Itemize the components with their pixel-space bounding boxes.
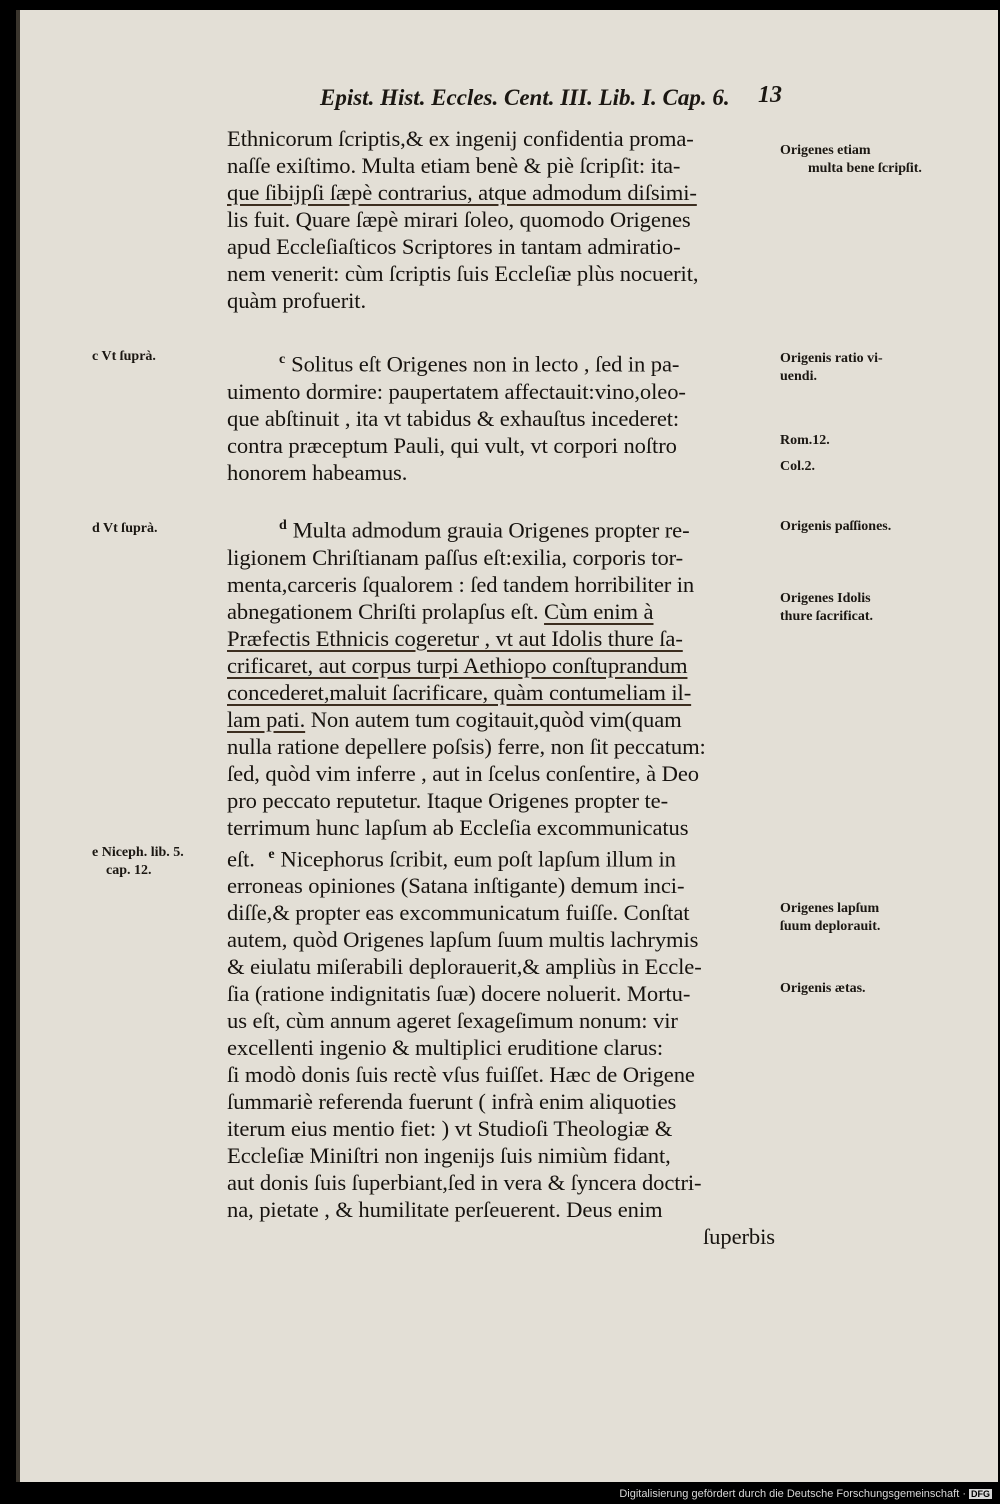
text-line: naſſe exiſtimo. Multa etiam benè & piè ſcripſit: ita- xyxy=(227,153,681,178)
text-line: aut donis ſuis ſuperbiant,ſed in vera & ſyncera doctri- xyxy=(227,1170,702,1196)
text-line: terrimum hunc lapſum ab Eccleſia excommunicatus xyxy=(227,814,689,840)
text-line: que abſtinuit , ita vt tabidus & exhauſtus incederet: xyxy=(227,405,680,431)
catchword: ſuperbis xyxy=(703,1224,775,1250)
dfg-logo: DFG xyxy=(971,1489,990,1499)
text-line: honorem habeamus. xyxy=(227,459,408,485)
margin-note-right: Rom.12. xyxy=(780,433,830,448)
note-line: ſuum deplorauit. xyxy=(780,919,881,934)
paragraph-2 xyxy=(227,346,785,486)
text-line: lis fuit. Quare ſæpè mirari ſoleo, quomodo Origenes xyxy=(227,207,691,232)
underlined-line: que ſibijpſi ſæpè contrarius, atque admodum diſsimi- xyxy=(227,180,697,205)
text-line xyxy=(227,598,785,625)
margin-note-left: c Vt ſuprà. xyxy=(92,349,156,364)
text-line: menta,carceris ſqualorem : ſed tandem horribiliter in xyxy=(227,571,695,597)
underlined-line: concederet,maluit ſacrificare, quàm contumeliam il- xyxy=(227,679,692,705)
text-line: iterum eius mentio fiet: ) vt Studioſi Theologiæ & xyxy=(227,1116,673,1142)
folio-number: 13 xyxy=(758,82,782,108)
note-line: Origenes Idolis xyxy=(780,591,871,606)
book-page xyxy=(16,10,998,1482)
margin-note-right: Origenis ætas. xyxy=(780,981,866,996)
text-line xyxy=(227,706,785,733)
footnote-mark-c: c xyxy=(279,352,286,367)
digitization-credit xyxy=(619,1488,992,1500)
note-line: multa bene ſcripſit. xyxy=(808,161,922,176)
text-line: & eiulatu miſerabili deplorauerit,& ampliùs in Eccle- xyxy=(227,954,702,980)
text-line: uimento dormire: paupertatem affectauit:vino,oleo- xyxy=(227,378,686,404)
text-line: us eſt, cùm annum ageret ſexageſimum nonum: vir xyxy=(227,1008,678,1034)
text-line: diſſe,& propter eas excommunicatum fuiſſe. Conſtat xyxy=(227,900,690,926)
underlined-line: Præfectis Ethnicis cogeretur , vt aut Idolis thure ſa- xyxy=(227,625,683,651)
underlined-span: lam pati. xyxy=(227,706,306,732)
text-line: erroneas opiniones (Satana inſtigante) demum inci- xyxy=(227,873,685,899)
text-line: pro peccato reputetur. Itaque Origenes propter te- xyxy=(227,787,669,813)
underlined-line: crificaret, aut corpus turpi Aethiopo conſtuprandum xyxy=(227,652,688,678)
text-line xyxy=(227,512,785,544)
text-span: Nicephorus ſcribit, eum poſt lapſum illum in xyxy=(280,846,676,872)
note-line: Origenis ratio vi- xyxy=(780,351,883,366)
text-line: contra præceptum Pauli, qui vult, vt corpori noſtro xyxy=(227,432,677,458)
margin-note-right xyxy=(780,900,880,936)
text-line: ſummariè referenda fuerunt ( infrà enim aliquoties xyxy=(227,1089,677,1115)
text-span: Multa admodum grauia Origenes propter re- xyxy=(292,517,690,543)
text-line: nulla ratione depellere poſsis) ferre, non ſit peccatum: xyxy=(227,733,706,759)
note-line: uendi. xyxy=(780,369,817,384)
note-line: e Niceph. lib. 5. xyxy=(92,845,184,860)
text-line: ligionem Chriſtianam paſſus eſt:exilia, corporis tor- xyxy=(227,544,684,570)
margin-note-right xyxy=(780,350,883,386)
underlined-span: Cùm enim à xyxy=(544,598,654,624)
text-line: Eccleſiæ Miniſtri non ingenijs ſuis nimiùm fidant, xyxy=(227,1143,671,1169)
margin-note-right: Col.2. xyxy=(780,459,815,474)
text-line: ſed, quòd vim inferre , aut in ſcelus conſentire, à Deo xyxy=(227,760,699,786)
text-line: autem, quòd Origenes lapſum ſuum multis lachrymis xyxy=(227,927,699,953)
note-line: Origenes lapſum xyxy=(780,901,880,916)
margin-note-left: d Vt ſuprà. xyxy=(92,521,158,536)
margin-note-right xyxy=(780,590,873,626)
paragraph-1 xyxy=(227,125,785,314)
text-line: apud Eccleſiaſticos Scriptores in tantam admiratio- xyxy=(227,234,681,259)
text-line xyxy=(227,841,785,873)
text-line: na, pietate , & humilitate perſeuerent. Deus enim xyxy=(227,1197,663,1223)
running-title: Epist. Hist. Eccles. Cent. III. Lib. I. Cap. 6. xyxy=(320,85,730,110)
note-line: thure ſacrificat. xyxy=(780,609,874,624)
text-span: Solitus eſt Origenes non in lecto , ſed in pa- xyxy=(291,351,680,377)
text-line: nem venerit: cùm ſcriptis ſuis Eccleſiæ plùs nocuerit, xyxy=(227,261,699,286)
text-line: ſia (ratione indignitatis ſuæ) docere noluerit. Mortu- xyxy=(227,981,691,1007)
credit-text: Digitalisierung gefördert durch die Deutsche Forschungsgemeinschaft · xyxy=(619,1488,966,1500)
text-span: abnegationem Chriſti prolapſus eſt. xyxy=(227,598,545,624)
text-span: Non autem tum cogitauit,quòd vim(quam xyxy=(305,706,682,732)
footnote-mark-e: e xyxy=(268,846,275,862)
note-line: cap. 12. xyxy=(106,863,152,878)
text-span: eſt. xyxy=(227,846,255,872)
text-line: quàm profuerit. xyxy=(227,288,367,313)
text-line: excellenti ingenio & multiplici eruditione clarus: xyxy=(227,1035,664,1061)
footnote-mark-d: d xyxy=(279,518,287,533)
text-line: ſi modò donis ſuis rectè vſus fuiſſet. Hæc de Origene xyxy=(227,1062,695,1088)
text-line xyxy=(227,346,785,378)
margin-note-right xyxy=(780,142,922,178)
text-line: Ethnicorum ſcriptis,& ex ingenij confidentia proma- xyxy=(227,126,694,151)
paragraph-3 xyxy=(227,512,785,1250)
margin-note-left xyxy=(92,844,184,880)
margin-note-right: Origenis paſſiones. xyxy=(780,519,892,534)
note-line: Origenes etiam xyxy=(780,143,871,158)
